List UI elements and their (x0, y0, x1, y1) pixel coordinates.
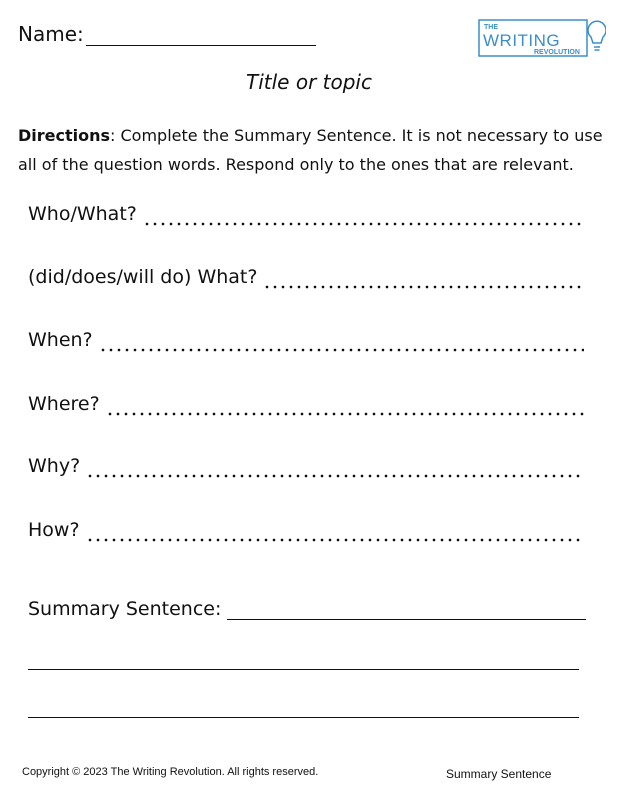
question-row-why[interactable] (28, 455, 584, 483)
summary-continuation-line[interactable] (28, 669, 579, 670)
question-row-did-what[interactable] (28, 266, 584, 294)
copyright-notice: Copyright © 2023 The Writing Revolution. All rights reserved. (22, 766, 319, 778)
summary-sentence-row[interactable] (28, 597, 586, 620)
logo-sub-text: REVOLUTION (534, 49, 580, 56)
question-label: Why? (28, 455, 81, 477)
question-row-when[interactable] (28, 329, 584, 357)
page-title: Title or topic (246, 70, 372, 94)
summary-label: Summary Sentence: (28, 598, 222, 620)
answer-dotted-line[interactable] (106, 412, 584, 416)
question-label: When? (28, 329, 93, 351)
summary-continuation-line[interactable] (28, 717, 579, 718)
question-label: How? (28, 519, 80, 541)
question-label: Who/What? (28, 203, 137, 225)
question-label: Where? (28, 393, 100, 415)
question-row-who-what[interactable] (28, 203, 584, 231)
name-input-line[interactable] (86, 25, 316, 46)
question-label: (did/does/will do) What? (28, 266, 258, 288)
answer-dotted-line[interactable] (99, 348, 584, 352)
question-row-how[interactable] (28, 519, 584, 547)
directions-paragraph (18, 121, 603, 179)
summary-input-line[interactable] (227, 597, 586, 620)
answer-dotted-line[interactable] (86, 474, 584, 478)
directions-text: : Complete the Summary Sentence. It is not necessary to use all of the question words. Respond only to the ones that are relevant. (18, 126, 603, 174)
lightbulb-icon (588, 21, 606, 50)
writing-revolution-logo (478, 17, 606, 59)
answer-dotted-line[interactable] (263, 285, 584, 289)
name-label: Name: (18, 22, 84, 46)
answer-dotted-line[interactable] (143, 222, 584, 226)
directions-label: Directions (18, 126, 111, 145)
logo-main-text: WRITING (483, 31, 561, 50)
name-field-row (18, 22, 316, 46)
question-row-where[interactable] (28, 393, 584, 421)
answer-dotted-line[interactable] (86, 538, 584, 542)
document-name: Summary Sentence (446, 767, 552, 781)
logo-top-text: THE (484, 24, 498, 31)
